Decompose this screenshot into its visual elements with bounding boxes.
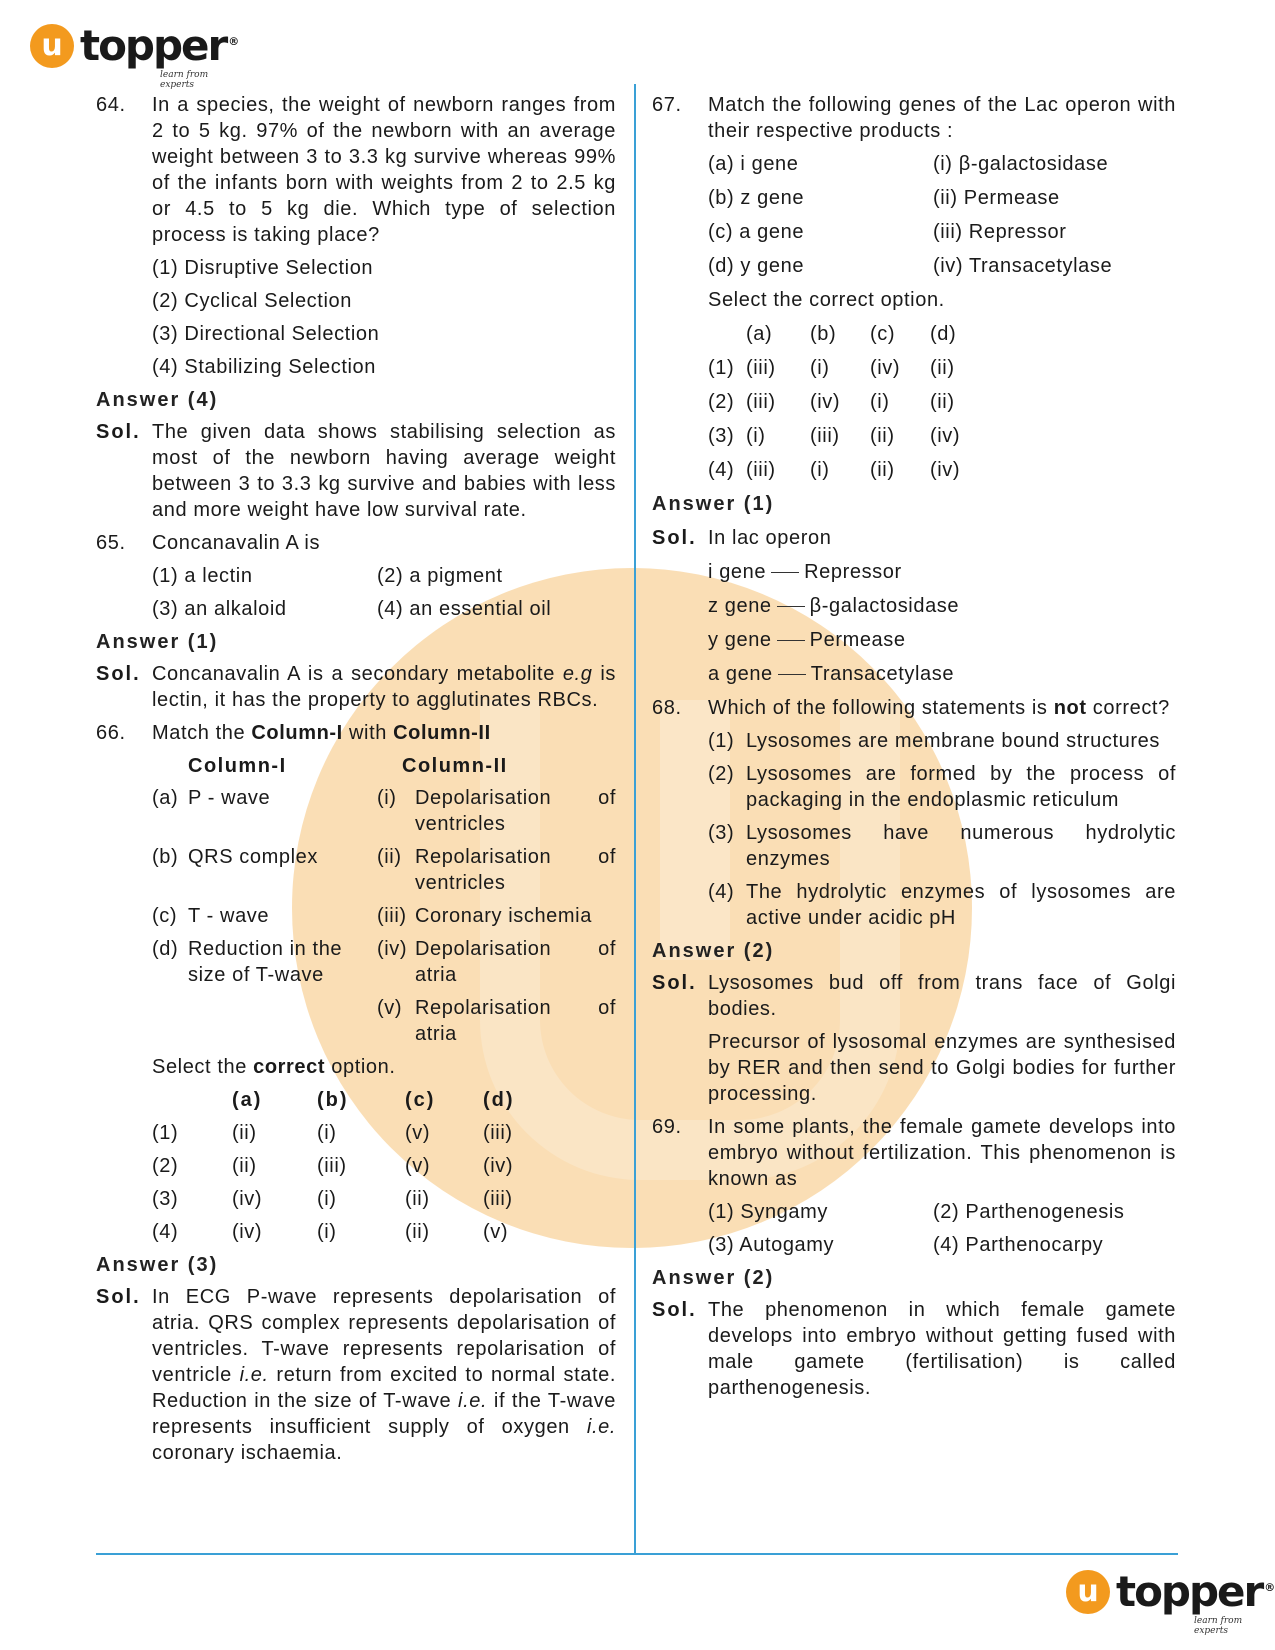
match-row [96,785,616,837]
solution-text: is lectin, it has the property to agglutinates RBCs. [152,663,616,711]
question-64 [96,92,616,248]
solution-label: Sol. [96,663,141,685]
product: (i) β-galactosidase [933,153,1109,175]
grid-cell: (i) [870,391,890,413]
option: (3) Directional Selection [152,323,380,345]
grid-cell: (3) [152,1188,179,1210]
row-key: (d) [152,938,179,960]
solution-text: In lac operon [708,527,832,549]
question-65 [96,530,616,556]
grid-cell: (ii) [232,1122,257,1144]
grid-head: (a) [746,323,773,345]
solution-text: The given data shows stabilising selection as most of the newborn having average weight between 3 to 3.3 kg survive and babies with less and more weight have low survival rate. [152,421,616,521]
product: β-galactosidase [809,595,960,617]
gene-product-pair [652,627,1176,653]
option-key: (4) [708,881,735,903]
gene: z gene [708,595,772,617]
grid-cell: (iii) [483,1122,513,1144]
grid-cell: (iii) [746,357,776,379]
option-row [652,1199,1176,1225]
option-key: (1) [708,730,735,752]
solution [652,970,1176,1022]
question-number: 67. [652,94,682,116]
match-row [96,936,616,988]
question-text: Match the following genes of the Lac operon with their respective products : [708,94,1176,142]
grid-cell: (1) [152,1122,179,1144]
grid-cell: (i) [317,1221,337,1243]
right-column [652,92,1176,1408]
row-left: QRS complex [188,846,318,868]
grid-row [96,1186,616,1212]
grid-cell: (i) [317,1188,337,1210]
option-key: (3) [708,822,735,844]
gene: y gene [708,629,772,651]
solution-label: Sol. [652,1299,697,1321]
grid-header [96,1087,616,1113]
option-row [96,596,616,622]
question-66 [96,720,616,746]
solution-abbrev: i.e. [239,1364,269,1386]
grid-cell: (i) [746,425,766,447]
answer: Answer (3) [96,1254,219,1276]
question-text: In some plants, the female gamete develops into embryo without fertilization. This phenomenon is known as [708,1116,1176,1190]
select-text: Select the [152,1056,254,1078]
option [652,820,1176,872]
grid-cell: (ii) [405,1221,430,1243]
row-left: P - wave [188,787,271,809]
option: (2) Cyclical Selection [152,290,352,312]
grid-row [96,1120,616,1146]
option-row [96,563,616,589]
bottom-rule [96,1553,1178,1555]
select-prompt [96,1054,616,1080]
option: (1) Syngamy [708,1201,828,1223]
solution [96,1284,616,1466]
grid-cell: (iii) [483,1188,513,1210]
option: (3) an alkaloid [152,598,287,620]
option: (4) Parthenocarpy [933,1234,1104,1256]
grid-cell: (iv) [810,391,841,413]
solution-label: Sol. [652,972,697,994]
solution-label: Sol. [652,527,697,549]
product: (ii) Permease [933,187,1060,209]
grid-head: (b) [810,323,837,345]
question-text: Which of the following statements is [708,697,1054,719]
grid-cell: (iii) [746,391,776,413]
question-number: 66. [96,722,126,744]
solution [96,661,616,713]
grid-cell: (iv) [483,1155,514,1177]
question-text: Concanavalin A is [152,532,321,554]
grid-cell: (iii) [810,425,840,447]
grid-cell: (ii) [232,1155,257,1177]
grid-row [96,1153,616,1179]
topper-logo-header [30,21,238,90]
grid-cell: (iv) [930,425,961,447]
product: (iii) Repressor [933,221,1067,243]
gene: (a) i gene [708,153,799,175]
row-key: (b) [152,846,179,868]
grid-cell: (i) [317,1122,337,1144]
answer: Answer (1) [652,493,775,515]
row-right: Repolarisation of ventricles [415,846,616,894]
gene-product-pair [652,593,1176,619]
question-number: 64. [96,94,126,116]
match-row [652,253,1176,279]
grid-cell: (v) [483,1221,509,1243]
left-column [96,92,616,1473]
column-ii-header: Column-II [402,755,508,777]
grid-row [652,423,1176,449]
solution-abbrev: e.g [562,663,593,685]
question-68 [652,695,1176,721]
question-text: Match the [152,722,252,744]
match-row [652,219,1176,245]
grid-cell: (v) [405,1155,431,1177]
answer: Answer (2) [652,1267,775,1289]
question-text: correct? [1086,697,1170,719]
gene: (d) y gene [708,255,805,277]
select-prompt: Select the correct option. [708,289,945,311]
option: (3) Autogamy [708,1234,835,1256]
grid-cell: (iv) [870,357,901,379]
option [652,761,1176,813]
row-left: T - wave [188,905,270,927]
question-69 [652,1114,1176,1192]
solution-text: return from excited to normal state. Reduction in the size of T-wave [152,1364,617,1412]
question-number: 68. [652,697,682,719]
option [652,879,1176,931]
row-key: (ii) [377,846,402,868]
grid-cell: (iv) [232,1221,263,1243]
row-right: Depolarisation of atria [415,938,616,986]
option: (4) Stabilizing Selection [152,356,376,378]
grid-cell: (iii) [746,459,776,481]
grid-row [652,389,1176,415]
select-text-bold: correct [253,1056,326,1078]
option-key: (2) [708,763,735,785]
gene: (c) a gene [708,221,805,243]
solution [652,1297,1176,1401]
gene-product-pair [652,559,1176,585]
product: (iv) Transacetylase [933,255,1113,277]
match-row [96,903,616,929]
grid-head: (c) [870,323,896,345]
option-text: Lysosomes have numerous hydrolytic enzymes [746,822,1176,870]
grid-head: (b) [317,1089,349,1111]
option: (1) Disruptive Selection [152,257,374,279]
solution-label: Sol. [96,421,141,443]
option-text: Lysosomes are membrane bound structures [746,730,1160,752]
brand-name: topper ® [80,21,238,70]
answer: Answer (2) [652,940,775,962]
column-i-header: Column-I [188,755,287,777]
question-text-bold: Column-II [393,722,491,744]
option: (4) an essential oil [377,598,552,620]
grid-head: (a) [232,1089,263,1111]
solution-abbrev: i.e. [586,1416,616,1438]
gene: a gene [708,663,773,685]
question-text: In a species, the weight of newborn ranges from 2 to 5 kg. 97% of the newborn with an average weight between 3 to 3.3 kg survive whereas 99% of the infants born with weights from 2 to 2.5 kg or 4.5 to 5 kg die. Which type of selection process is taking place? [152,94,616,246]
brand-name: topper ® [1116,1567,1274,1616]
match-row [652,151,1176,177]
row-key: (iv) [377,938,408,960]
grid-cell: (iii) [317,1155,347,1177]
solution-text: Concanavalin A is a secondary metabolite [152,663,563,685]
brand-tagline: learn from experts [160,70,209,90]
grid-row [96,1219,616,1245]
topper-logo-footer [1066,1567,1274,1636]
grid-cell: (ii) [930,391,955,413]
match-row [96,995,616,1047]
row-right: Depolarisation of ventricles [415,787,616,835]
grid-row [652,457,1176,483]
grid-row [652,355,1176,381]
solution-text: if the T-wave represents insufficient supply of oxygen [152,1390,616,1438]
solution-text: In ECG P-wave represents depolarisation of atria. QRS complex represents depolarisation of ventricles. T-wave represents repolarisation of ventricle [152,1286,616,1386]
grid-head: (d) [930,323,957,345]
option [652,728,1176,754]
solution-text: Precursor of lysosomal enzymes are synthesised by RER and then send to Golgi bodies for further processing. [708,1031,1176,1105]
grid-cell: (ii) [870,425,895,447]
row-key: (a) [152,787,179,809]
solution-text: The phenomenon in which female gamete develops into embryo without getting fused with male gamete (fertilisation) is called parthenogenesis. [708,1299,1176,1399]
brand-tagline: learn from experts [1194,1616,1243,1636]
match-row [652,185,1176,211]
grid-cell: (4) [152,1221,179,1243]
column-headers [96,753,616,779]
grid-cell: (iv) [232,1188,263,1210]
grid-cell: (iv) [930,459,961,481]
grid-cell: (2) [152,1155,179,1177]
option: (2) a pigment [377,565,503,587]
grid-cell: (ii) [405,1188,430,1210]
option: (2) Parthenogenesis [933,1201,1125,1223]
topper-u-icon: u [30,24,74,68]
row-left: Reduction in the size of T-wave [188,938,343,986]
grid-cell: (3) [708,425,735,447]
row-right: Coronary ischemia [415,905,592,927]
grid-cell: (i) [810,459,830,481]
grid-header [652,321,1176,347]
question-67 [652,92,1176,144]
option: (1) a lectin [152,565,253,587]
solution [96,419,616,523]
solution-abbrev: i.e. [458,1390,488,1412]
grid-cell: (ii) [930,357,955,379]
topper-u-icon: u [1066,1570,1110,1614]
question-text-bold: not [1053,697,1087,719]
select-text: option. [325,1056,396,1078]
grid-cell: (i) [810,357,830,379]
question-text-bold: Column-I [251,722,343,744]
product: Permease [809,629,906,651]
column-divider [634,84,636,1554]
grid-cell: (1) [708,357,735,379]
grid-cell: (ii) [870,459,895,481]
row-key: (iii) [377,905,407,927]
gene-product-pair [652,661,1176,687]
gene: i gene [708,561,767,583]
solution [652,525,1176,551]
row-right: Repolarisation of atria [415,997,616,1045]
grid-cell: (4) [708,459,735,481]
row-key: (c) [152,905,178,927]
answer: Answer (1) [96,631,219,653]
row-key: (i) [377,787,397,809]
question-number: 69. [652,1116,682,1138]
grid-head: (c) [405,1089,436,1111]
option-text: The hydrolytic enzymes of lysosomes are active under acidic pH [746,881,1176,929]
match-row [96,844,616,896]
question-text: with [342,722,394,744]
solution-text: coronary ischaemia. [152,1442,343,1464]
grid-head: (d) [483,1089,515,1111]
product: Transacetylase [810,663,955,685]
option-text: Lysosomes are formed by the process of packaging in the endoplasmic reticulum [746,763,1176,811]
answer: Answer (4) [96,389,219,411]
row-key: (v) [377,997,403,1019]
gene: (b) z gene [708,187,805,209]
grid-cell: (2) [708,391,735,413]
product: Repressor [804,561,902,583]
solution-text: Lysosomes bud off from trans face of Golgi bodies. [708,972,1176,1020]
question-number: 65. [96,532,126,554]
grid-cell: (v) [405,1122,431,1144]
option-row [652,1232,1176,1258]
solution-label: Sol. [96,1286,141,1308]
